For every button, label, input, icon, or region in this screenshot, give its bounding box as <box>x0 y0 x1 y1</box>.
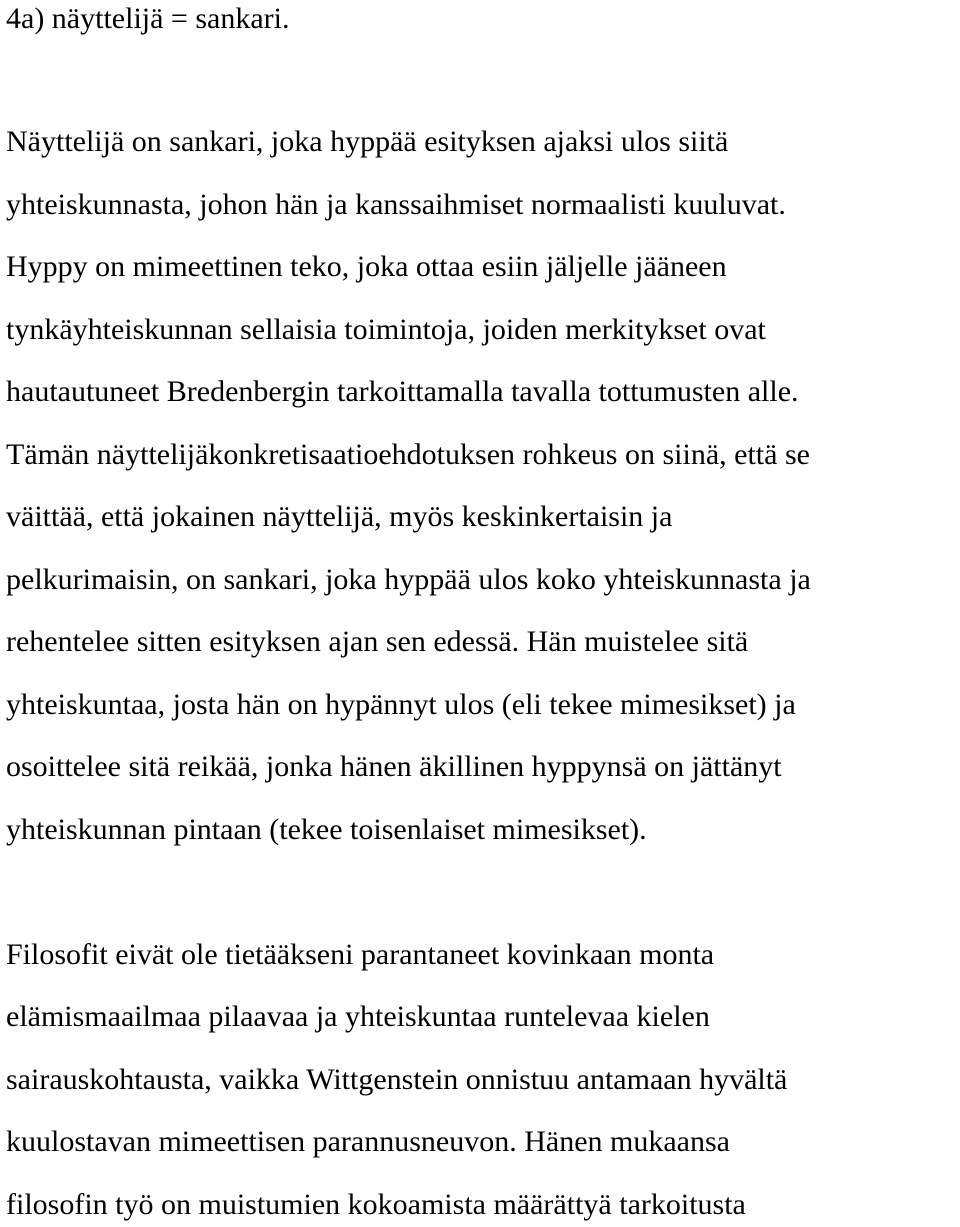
paragraph-1-line: Näyttelijä on sankari, joka hyppää esityksen ajaksi ulos siitä <box>6 125 729 158</box>
paragraph-1-line: hautautuneet Bredenbergin tarkoittamalla tavalla tottumusten alle. <box>6 375 799 408</box>
paragraph-1-line: pelkurimaisin, on sankari, joka hyppää ulos koko yhteiskunnasta ja <box>6 563 811 596</box>
paragraph-2-line: Filosofit eivät ole tietääkseni parantaneet kovinkaan monta <box>6 938 715 971</box>
paragraph-2-line: elämismaailmaa pilaavaa ja yhteiskuntaa runtelevaa kielen <box>6 1000 710 1033</box>
paragraph-1-line: tynkäyhteiskunnan sellaisia toimintoja, joiden merkitykset ovat <box>6 313 766 346</box>
paragraph-1-line: yhteiskunnasta, johon hän ja kanssaihmiset normaalisti kuuluvat. <box>6 188 786 221</box>
paragraph-1-line: Hyppy on mimeettinen teko, joka ottaa esiin jäljelle jääneen <box>6 250 727 283</box>
paragraph-1-line: väittää, että jokainen näyttelijä, myös keskinkertaisin ja <box>6 500 673 533</box>
paragraph-2-line: kuulostavan mimeettisen parannusneuvon. Hänen mukaansa <box>6 1125 730 1158</box>
paragraph-1-line: yhteiskuntaa, josta hän on hypännyt ulos (eli tekee mimesikset) ja <box>6 688 796 721</box>
paragraph-1-line: Tämän näyttelijäkonkretisaatioehdotuksen rohkeus on siinä, että se <box>6 438 810 471</box>
paragraph-1-line: osoittelee sitä reikää, jonka hänen äkillinen hyppynsä on jättänyt <box>6 750 782 783</box>
paragraph-1-line: yhteiskunnan pintaan (tekee toisenlaiset mimesikset). <box>6 813 647 846</box>
paragraph-2-line: sairauskohtausta, vaikka Wittgenstein onnistuu antamaan hyvältä <box>6 1063 788 1096</box>
paragraph-2-line: filosofin työ on muistumien kokoamista määrättyä tarkoitusta <box>6 1188 746 1221</box>
section-heading: 4a) näyttelijä = sankari. <box>6 2 290 35</box>
paragraph-1-line: rehentelee sitten esityksen ajan sen edessä. Hän muistelee sitä <box>6 625 749 658</box>
